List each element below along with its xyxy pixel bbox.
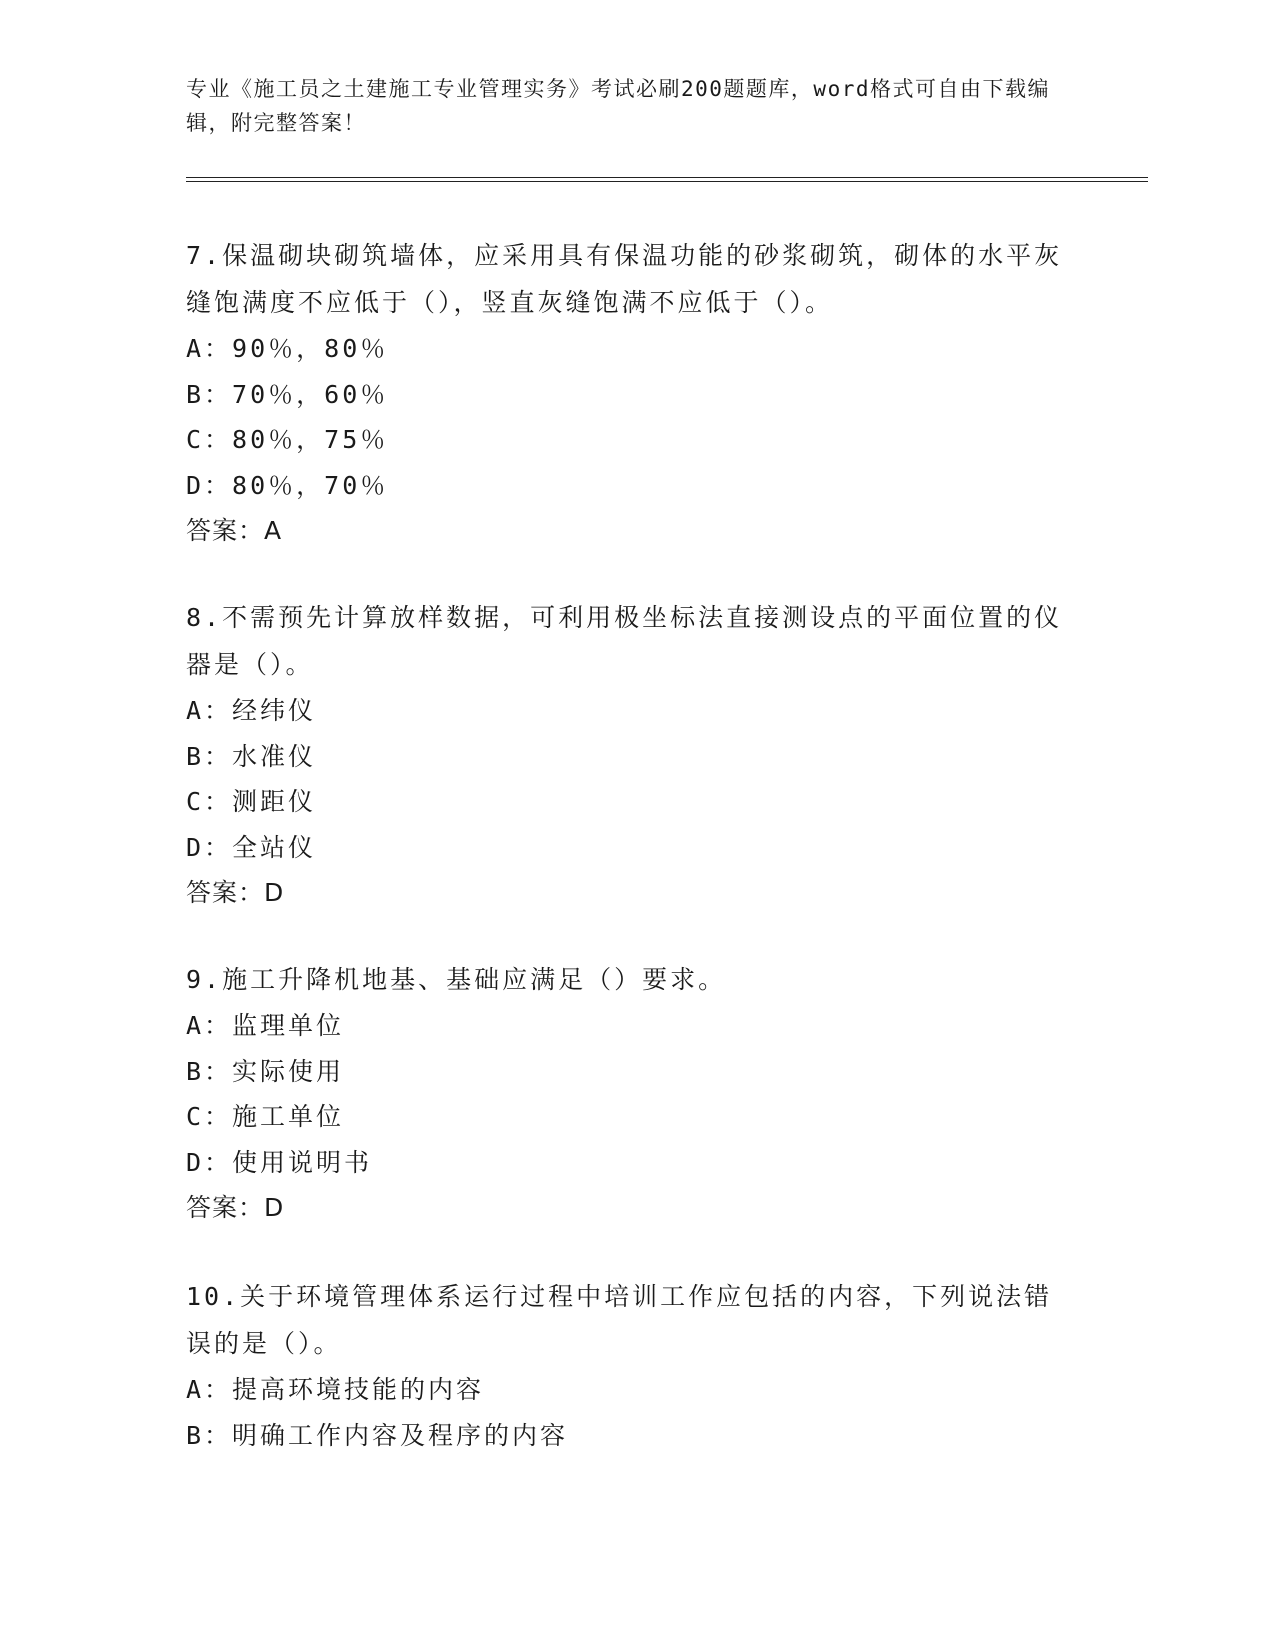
answer-line: 答案：A (186, 516, 283, 545)
option-b: B：实际使用 (186, 1056, 345, 1086)
option-a: A：90％，80％ (186, 334, 389, 363)
option-a: A：经纬仪 (186, 696, 317, 725)
answer-line: 答案：D (186, 1193, 285, 1222)
option-d: D：使用说明书 (186, 1147, 373, 1177)
option-b: B：水准仪 (186, 741, 317, 771)
question-10 (186, 1273, 1066, 1458)
question-9 (186, 956, 1066, 1231)
question-7 (186, 232, 1066, 554)
option-c: C：测距仪 (186, 787, 317, 816)
option-d: D：80％，70％ (186, 470, 389, 500)
option-a: A：提高环境技能的内容 (186, 1375, 485, 1404)
header-divider-top (186, 177, 1148, 178)
document-header: 专业《施工员之土建施工专业管理实务》考试必刷200题题库，word格式可自由下载编辑，附完整答案！ (186, 77, 1050, 135)
option-c: C：施工单位 (186, 1102, 345, 1131)
question-stem: 9.施工升降机地基、基础应满足（）要求。 (186, 965, 727, 994)
question-stem: 7.保温砌块砌筑墙体，应采用具有保温功能的砂浆砌筑，砌体的水平灰缝饱满度不应低于（），竖直灰缝饱满不应低于（）。 (186, 241, 1063, 317)
option-b: B：70％，60％ (186, 379, 389, 409)
question-8 (186, 594, 1066, 916)
question-stem: 10.关于环境管理体系运行过程中培训工作应包括的内容，下列说法错误的是（）。 (186, 1282, 1053, 1358)
answer-line: 答案：D (186, 878, 285, 907)
option-a: A：监理单位 (186, 1011, 345, 1040)
option-c: C：80％，75％ (186, 425, 389, 454)
header-divider-bottom (186, 181, 1148, 182)
option-b: B：明确工作内容及程序的内容 (186, 1420, 569, 1450)
question-stem: 8.不需预先计算放样数据，可利用极坐标法直接测设点的平面位置的仪器是（）。 (186, 603, 1063, 679)
option-d: D：全站仪 (186, 832, 317, 862)
